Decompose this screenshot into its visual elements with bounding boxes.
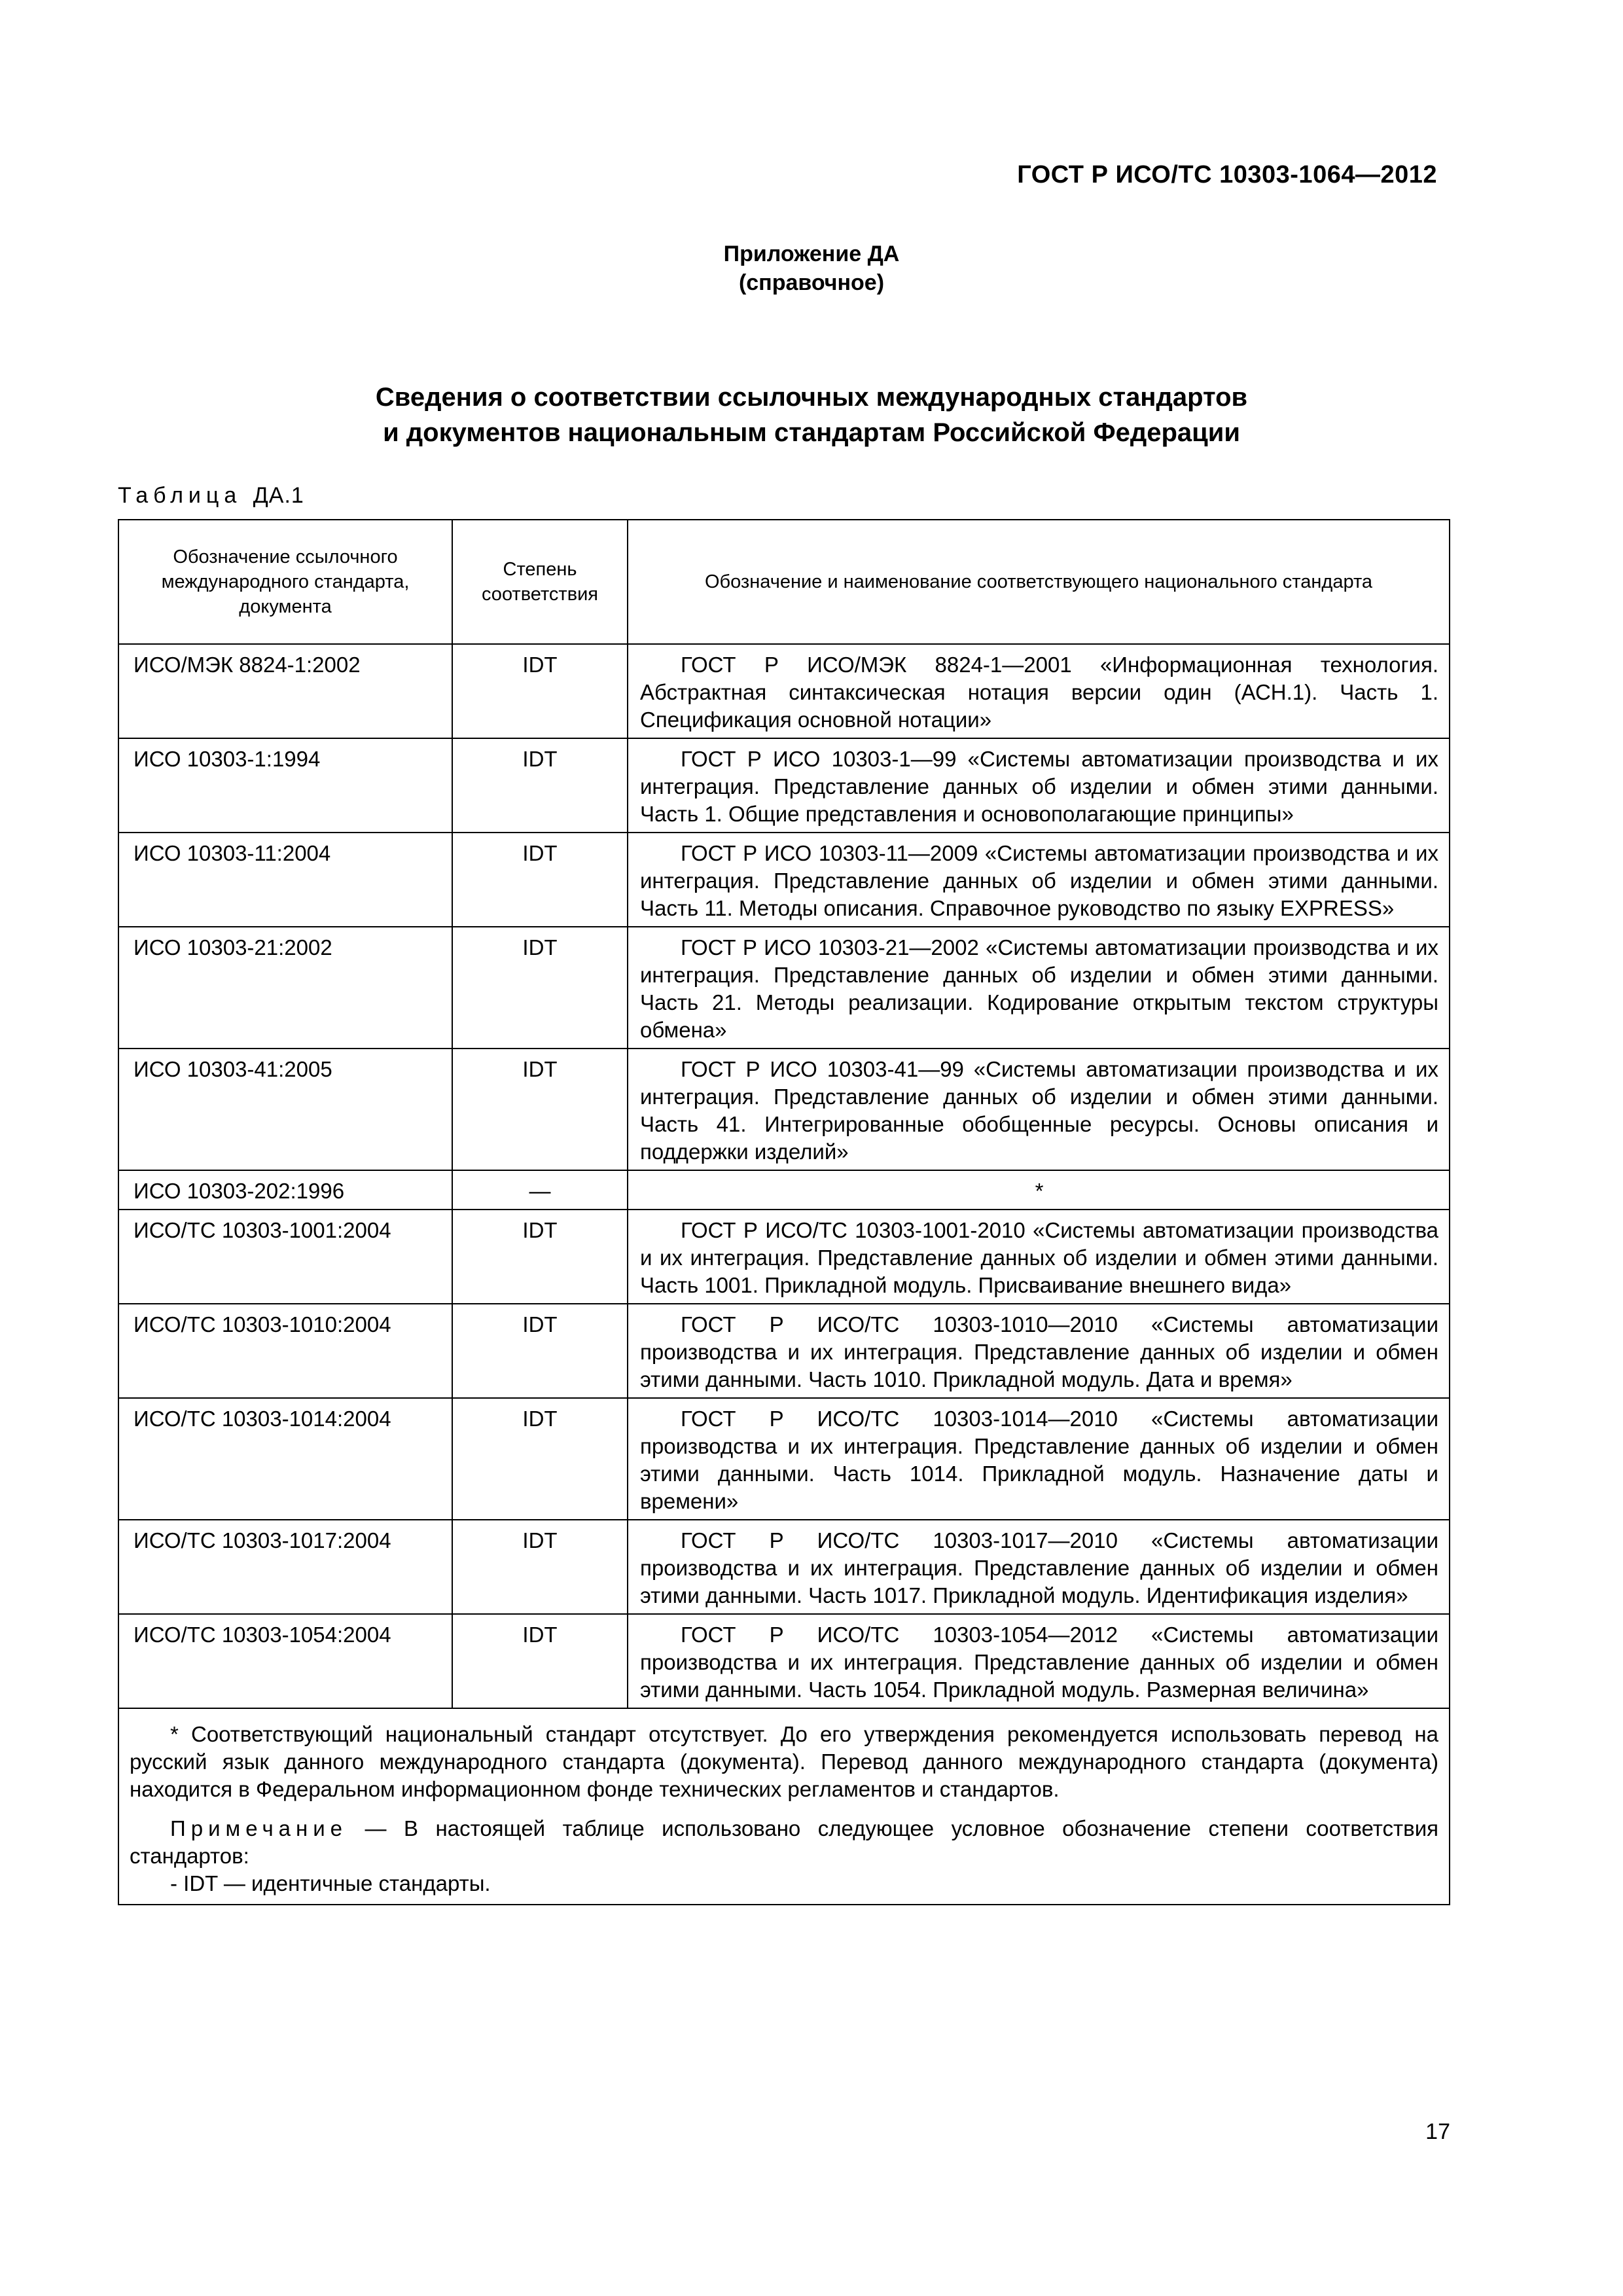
table-row (118, 833, 1450, 927)
cell-reference: ИСО/ТС 10303-1017:2004 (118, 1520, 452, 1614)
cell-degree: IDT (452, 1614, 628, 1708)
cell-degree: IDT (452, 1520, 628, 1614)
note (130, 1815, 1438, 1870)
cell-degree: IDT (452, 644, 628, 738)
section-title-line-1: Сведения о соответствии ссылочных международных стандартов (375, 383, 1248, 412)
cell-reference: ИСО/ТС 10303-1010:2004 (118, 1304, 452, 1398)
cell-reference: ИСО 10303-202:1996 (118, 1170, 452, 1210)
note-item: - IDT — идентичные стандарты. (170, 1871, 491, 1895)
page-number: 17 (1425, 2119, 1450, 2144)
cell-reference: ИСО 10303-11:2004 (118, 833, 452, 927)
cell-reference: ИСО 10303-1:1994 (118, 738, 452, 833)
cell-national: ГОСТ Р ИСО/ТС 10303-1054—2012 «Системы автоматизации производства и их интеграция. Представление данных об изделии и обмен этими данными. Часть 1054. Прикладной модуль. Размерная величина» (628, 1614, 1450, 1708)
cell-reference: ИСО 10303-41:2005 (118, 1049, 452, 1170)
header-conformity-degree: Степень соответствия (452, 520, 628, 644)
cell-degree: IDT (452, 1304, 628, 1398)
header-reference-standard: Обозначение ссылочного международного стандарта, документа (118, 520, 452, 644)
table-footer (118, 1708, 1450, 1905)
cell-national: ГОСТ Р ИСО 10303-41—99 «Системы автоматизации производства и их интеграция. Представление данных об изделии и обмен этими данными. Часть 41. Интегрированные обобщенные ресурсы. Основы описания и поддержки изделий» (628, 1049, 1450, 1170)
appendix-subtitle: (справочное) (738, 270, 885, 295)
section-title-line-2: и документов национальным стандартам Российской Федерации (383, 418, 1240, 447)
cell-national: ГОСТ Р ИСО 10303-11—2009 «Системы автоматизации производства и их интеграция. Представление данных об изделии и обмен этими данными. Часть 11. Методы описания. Справочное руководство по языку EXPRESS» (628, 833, 1450, 927)
table-footer-row (118, 1708, 1450, 1905)
cell-reference: ИСО/ТС 10303-1014:2004 (118, 1398, 452, 1520)
table-label (118, 483, 304, 509)
table-row (118, 644, 1450, 738)
header-national-standard: Обозначение и наименование соответствующего национального стандарта (628, 520, 1450, 644)
cell-national: ГОСТ Р ИСО 10303-21—2002 «Системы автоматизации производства и их интеграция. Представление данных об изделии и обмен этими данными. Часть 21. Методы реализации. Кодирование открытым текстом структуры обмена» (628, 927, 1450, 1049)
cell-national: ГОСТ Р ИСО/ТС 10303-1010—2010 «Системы автоматизации производства и их интеграция. Представление данных об изделии и обмен этими данными. Часть 1010. Прикладной модуль. Дата и время» (628, 1304, 1450, 1398)
cell-reference: ИСО/ТС 10303-1001:2004 (118, 1210, 452, 1304)
cell-degree: IDT (452, 833, 628, 927)
table-label-number: ДА.1 (253, 483, 304, 508)
cell-reference: ИСО/МЭК 8824-1:2002 (118, 644, 452, 738)
cell-reference: ИСО/ТС 10303-1054:2004 (118, 1614, 452, 1708)
reference-table (118, 519, 1450, 1905)
table-row (118, 1614, 1450, 1708)
section-title (0, 380, 1623, 450)
table-row (118, 1210, 1450, 1304)
table-row (118, 927, 1450, 1049)
cell-degree: IDT (452, 1210, 628, 1304)
table-row (118, 1398, 1450, 1520)
table-label-word: Таблица (118, 483, 242, 508)
cell-national: ГОСТ Р ИСО/ТС 10303-1014—2010 «Системы автоматизации производства и их интеграция. Представление данных об изделии и обмен этими данными. Часть 1014. Прикладной модуль. Назначение даты и времени» (628, 1398, 1450, 1520)
cell-national: ГОСТ Р ИСО/ТС 10303-1017—2010 «Системы автоматизации производства и их интеграция. Представление данных об изделии и обмен этими данными. Часть 1017. Прикладной модуль. Идентификация изделия» (628, 1520, 1450, 1614)
cell-degree: IDT (452, 927, 628, 1049)
table-header-row (118, 520, 1450, 644)
footnote: * Соответствующий национальный стандарт отсутствует. До его утверждения рекомендуется использовать перевод на русский язык данного международного стандарта (документа). Перевод данного международного стандарта (документа) находится в Федеральном информационном фонде технических регламентов и стандартов. (130, 1722, 1438, 1801)
cell-degree: IDT (452, 1049, 628, 1170)
cell-degree: — (452, 1170, 628, 1210)
table-row (118, 1304, 1450, 1398)
cell-national: * (628, 1170, 1450, 1210)
cell-degree: IDT (452, 1398, 628, 1520)
cell-national: ГОСТ Р ИСО/ТС 10303-1001-2010 «Системы автоматизации производства и их интеграция. Представление данных об изделии и обмен этими данными. Часть 1001. Прикладной модуль. Присваивание внешнего вида» (628, 1210, 1450, 1304)
cell-reference: ИСО 10303-21:2002 (118, 927, 452, 1049)
note-lead: Примечание (170, 1816, 348, 1840)
table-row (118, 738, 1450, 833)
appendix-title: Приложение ДА (723, 242, 900, 266)
cell-degree: IDT (452, 738, 628, 833)
appendix-heading (0, 240, 1623, 297)
table-row (118, 1520, 1450, 1614)
table-row (118, 1049, 1450, 1170)
note-text: — В настоящей таблице использовано следующее условное обозначение степени соответствия стандартов: (130, 1816, 1438, 1868)
cell-national: ГОСТ Р ИСО/МЭК 8824-1—2001 «Информационная технология. Абстрактная синтаксическая нотация версии один (АСН.1). Часть 1. Спецификация основной нотации» (628, 644, 1450, 738)
document-code: ГОСТ Р ИСО/ТС 10303-1064—2012 (1017, 161, 1437, 188)
cell-national: ГОСТ Р ИСО 10303-1—99 «Системы автоматизации производства и их интеграция. Представление данных об изделии и обмен этими данными. Часть 1. Общие представления и основополагающие принципы» (628, 738, 1450, 833)
table-row (118, 1170, 1450, 1210)
